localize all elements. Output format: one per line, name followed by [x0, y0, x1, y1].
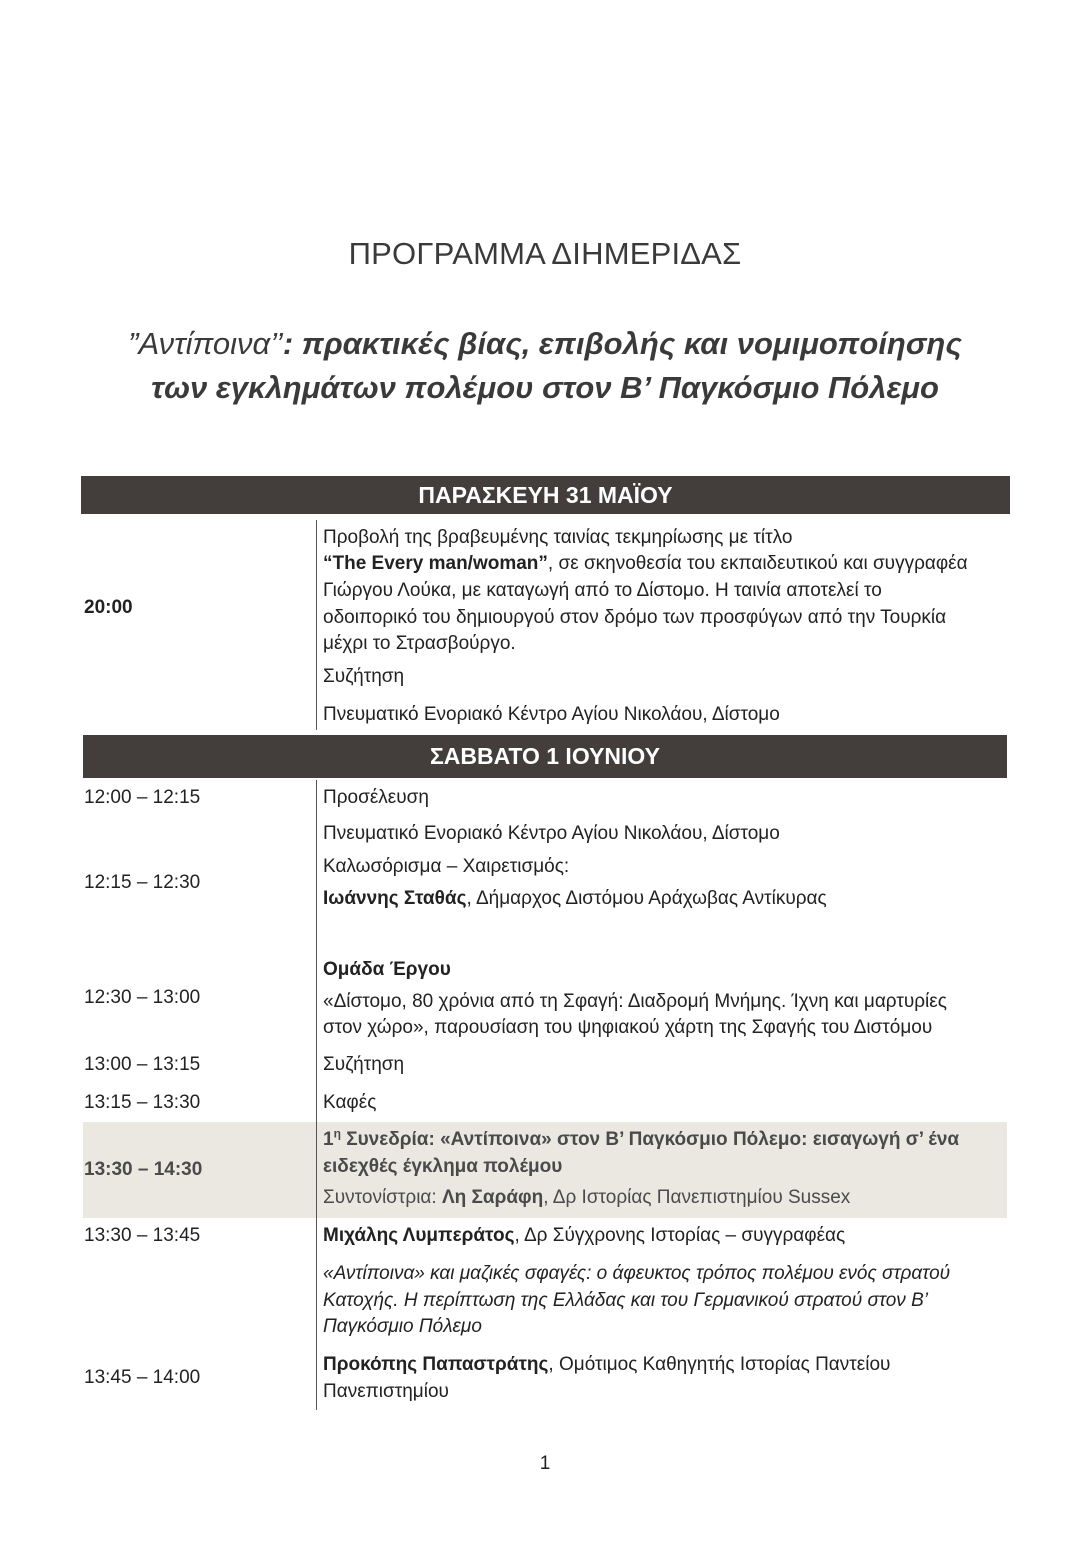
speaker-name: Προκόπης Παπαστράτης [323, 1354, 549, 1375]
session-title-text: Συνεδρία: «Αντίποινα» στον Β’ Παγκόσμιο Πόλεμο: εισαγωγή σ’ ένα [340, 1129, 960, 1150]
film-credits: , σε σκηνοθεσία του εκπαιδευτικού και συγγραφέα [547, 553, 968, 574]
session-title: ειδεχθές έγκλημα πολέμου [323, 1156, 563, 1177]
venue-text: Πνευματικό Ενοριακό Κέντρο Αγίου Νικολάου, Δίστομο [323, 704, 780, 725]
speaker-line [323, 1352, 890, 1378]
time-slot: 13:45 – 14:00 [84, 1367, 201, 1388]
venue-text: Πνευματικό Ενοριακό Κέντρο Αγίου Νικολάου, Δίστομο [323, 823, 780, 844]
speaker-role: , Ομότιμος Καθηγητής Ιστορίας Παντείου [548, 1354, 891, 1375]
session-ordinal: η [333, 1126, 341, 1141]
moderator-label: Συντονίστρια: [323, 1187, 442, 1208]
time-slot: 12:00 – 12:15 [84, 787, 201, 808]
speaker-line [323, 1223, 845, 1249]
moderator-role: , Δρ Ιστορίας Πανεπιστημίου Sussex [543, 1187, 851, 1208]
talk-title-line: «Αντίποινα» και μαζικές σφαγές: ο άφευκτος τρόπος πολέμου ενός στρατού [323, 1263, 951, 1284]
day-header-saturday: ΣΑΒΒΑΤΟ 1 ΙΟΥΝΙΟΥ [83, 735, 1007, 778]
time-slot: 13:00 – 13:15 [84, 1054, 201, 1075]
speaker-role: , Δήμαρχος Διστόμου Αράχωβας Αντίκυρας [466, 888, 827, 909]
session-number: 1 [323, 1129, 334, 1150]
talk-title-line: Κατοχής. Η περίπτωση της Ελλάδας και του Γερμανικού στρατού στον Β’ [323, 1290, 928, 1311]
presentation-line: «Δίστομο, 80 χρόνια από τη Σφαγή: Διαδρομή Μνήμης. Ίχνη και μαρτυρίες [323, 991, 947, 1012]
page-number: 1 [539, 1453, 551, 1474]
agenda-item: Καλωσόρισμα – Χαιρετισμός: [323, 856, 570, 877]
time-slot: 13:30 – 13:45 [84, 1225, 201, 1246]
conference-subtitle [60, 322, 1030, 410]
time-slot: 20:00 [84, 597, 133, 618]
presentation-line: στον χώρο», παρουσίαση του ψηφιακού χάρτη της Σφαγής του Διστόμου [323, 1017, 933, 1038]
moderator-line [323, 1185, 850, 1211]
film-description-line [323, 551, 968, 577]
film-description-line: οδοιπορικό του δημιουργού στον δρόμο των προσφύγων από την Τουρκία [323, 607, 947, 628]
speaker-role: , Δρ Σύγχρονης Ιστορίας – συγγραφέας [514, 1225, 846, 1246]
subtitle-line-1: : πρακτικές βίας, επιβολής και νομιμοποίησης [282, 326, 962, 361]
time-slot: 12:15 – 12:30 [84, 872, 201, 893]
film-description-line: Γιώργου Λούκα, με καταγωγή από το Δίστομο. Η ταινία αποτελεί το [323, 580, 882, 601]
moderator-name: Λη Σαράφη [441, 1187, 544, 1208]
talk-title-line: Παγκόσμιο Πόλεμο [323, 1316, 482, 1337]
time-slot: 13:15 – 13:30 [84, 1092, 201, 1113]
film-title: “The Every man/woman” [323, 553, 548, 574]
discussion-label: Συζήτηση [323, 666, 405, 687]
subtitle-line-2: των εγκλημάτων πολέμου στον Β’ Παγκόσμιο Πόλεμο [151, 370, 939, 405]
column-divider [316, 780, 317, 1410]
session-title [323, 1127, 959, 1153]
agenda-item: Καφές [323, 1092, 377, 1113]
agenda-item: Συζήτηση [323, 1054, 405, 1075]
day-header-friday: ΠΑΡΑΣΚΕΥΗ 31 ΜΑΪΟΥ [81, 476, 1010, 514]
film-description-line: Προβολή της βραβευμένης ταινίας τεκμηρίωσης με τίτλο [323, 527, 793, 548]
speaker-name: Μιχάλης Λυμπεράτος [323, 1225, 515, 1246]
speaker-affiliation: Πανεπιστημίου [323, 1381, 449, 1402]
time-slot: 13:30 – 14:30 [84, 1159, 203, 1180]
project-team-label: Ομάδα Έργου [323, 959, 451, 980]
column-divider [316, 520, 317, 730]
program-title: ΠΡΟΓΡΑΜΜΑ ΔΙΗΜΕΡΙΔΑΣ [348, 236, 742, 271]
agenda-item: Προσέλευση [323, 787, 429, 808]
speaker-line [323, 886, 827, 912]
time-slot: 12:30 – 13:00 [84, 987, 201, 1008]
speaker-name: Ιωάννης Σταθάς [323, 888, 467, 909]
subtitle-quote: ”Αντίποινα’’ [128, 326, 283, 361]
film-description-line: μέχρι το Στρασβούργο. [323, 633, 516, 654]
